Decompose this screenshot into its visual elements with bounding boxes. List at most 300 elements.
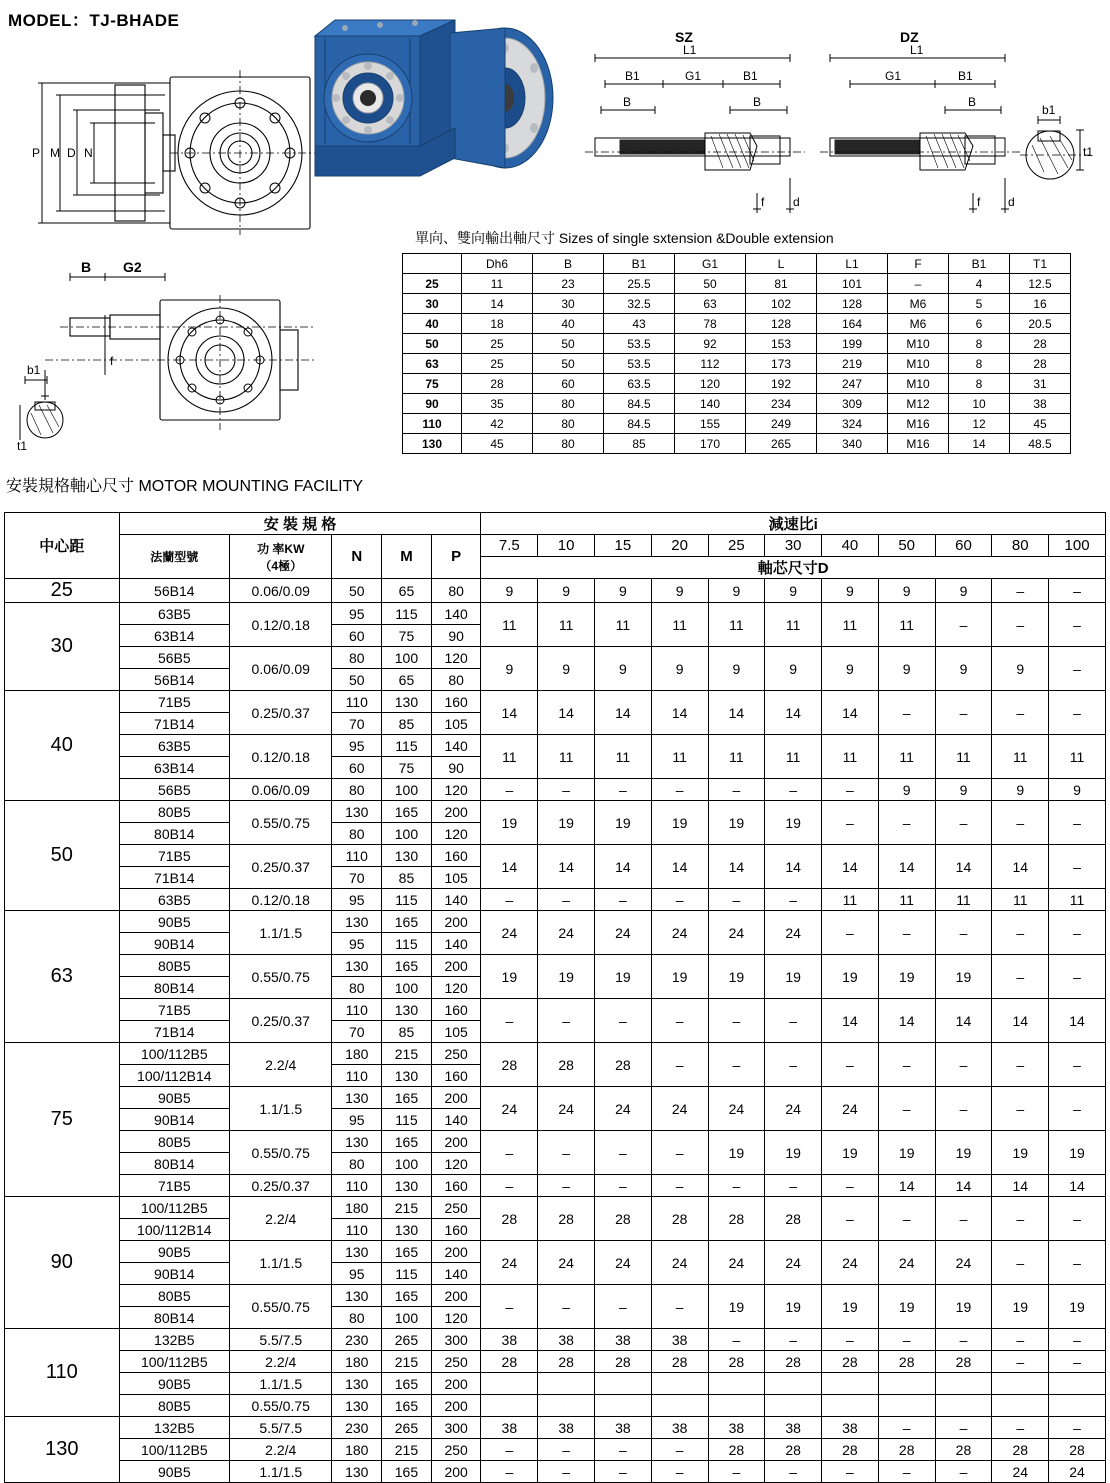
shaft-d-value: – [935, 911, 992, 955]
power-rating: 0.55/0.75 [230, 801, 332, 845]
dim-p: 120 [431, 779, 481, 801]
shaft-d-value: – [594, 999, 651, 1043]
shaft-d-value: 19 [651, 801, 708, 845]
column-header: G1 [675, 254, 746, 274]
table-row [5, 1285, 1106, 1307]
shaft-d-value: 38 [538, 1329, 595, 1351]
shaft-d-value: 28 [992, 1439, 1049, 1461]
shaft-d-value [992, 1373, 1049, 1395]
dim-p: 200 [431, 1395, 481, 1417]
flange-model: 63B14 [119, 757, 230, 779]
shaft-d-value: 28 [765, 1197, 822, 1241]
shaft-d-value: – [765, 1043, 822, 1087]
key-detail-drawing [1020, 100, 1105, 210]
shaft-d-value: – [594, 1131, 651, 1175]
dim-p: 105 [431, 1021, 481, 1043]
dim-L1: L1 [910, 43, 924, 57]
dim-b1: b1 [27, 363, 41, 377]
dim-m: 115 [382, 1263, 432, 1285]
dim-n: 80 [332, 1153, 382, 1175]
shaft-d-value: – [538, 889, 595, 911]
table-row [5, 1351, 1106, 1373]
shaft-d-value: 24 [878, 1241, 935, 1285]
row-label: 25 [403, 274, 462, 294]
dim-n: 50 [332, 669, 382, 691]
shaft-d-value: 19 [765, 801, 822, 845]
dim-B: B [968, 95, 977, 109]
shaft-d-value: – [538, 1175, 595, 1197]
dim-p: 250 [431, 1439, 481, 1461]
power-rating: 0.06/0.09 [230, 779, 332, 801]
shaft-d-value [765, 1395, 822, 1417]
dim-m: 85 [382, 867, 432, 889]
shaft-d-value: – [878, 1417, 935, 1439]
dim-m: 265 [382, 1417, 432, 1439]
table-cell: 28 [1010, 334, 1071, 354]
power-rating: 1.1/1.5 [230, 911, 332, 955]
table-cell: 16 [1010, 294, 1071, 314]
shaft-d-value: 11 [1049, 735, 1106, 779]
row-label: 40 [403, 314, 462, 334]
shaft-d-value: 19 [992, 1131, 1049, 1175]
shaft-d-value: 9 [481, 579, 538, 603]
shaft-d-value: 28 [708, 1439, 765, 1461]
shaft-d-value: – [708, 1329, 765, 1351]
shaft-d-value: – [594, 1439, 651, 1461]
shaft-d-value: 28 [651, 1351, 708, 1373]
dim-m: 215 [382, 1197, 432, 1219]
power-rating: 0.06/0.09 [230, 579, 332, 603]
shaft-d-value: 9 [822, 647, 879, 691]
shaft-d-value: 9 [594, 647, 651, 691]
table-cell: 85 [604, 434, 675, 454]
shaft-d-value: – [765, 999, 822, 1043]
shaft-d-value: 24 [765, 1241, 822, 1285]
dim-m: 100 [382, 977, 432, 999]
shaft-d-value: – [822, 1197, 879, 1241]
table-cell: 102 [746, 294, 817, 314]
shaft-d-value: – [538, 1439, 595, 1461]
shaft-d-value: 38 [594, 1329, 651, 1351]
shaft-d-value: 28 [935, 1439, 992, 1461]
flange-model: 80B14 [119, 977, 230, 999]
shaft-d-value: 19 [822, 1285, 879, 1329]
table-row [5, 1175, 1106, 1197]
shaft-d-value: – [878, 911, 935, 955]
shaft-d-value: – [708, 779, 765, 801]
shaft-d-value: – [765, 779, 822, 801]
shaft-d-value: 28 [878, 1351, 935, 1373]
dim-p: 250 [431, 1043, 481, 1065]
shaft-d-value: – [594, 1461, 651, 1483]
header-m: M [382, 535, 432, 579]
table-cell: 164 [817, 314, 888, 334]
dim-n: 110 [332, 691, 382, 713]
table-cell: 80 [533, 414, 604, 434]
shaft-d-value [651, 1373, 708, 1395]
table-row [5, 955, 1106, 977]
shaft-d-value: – [992, 1417, 1049, 1439]
shaft-d-value: – [651, 1131, 708, 1175]
dim-m: 130 [382, 691, 432, 713]
shaft-d-value: 9 [935, 647, 992, 691]
shaft-d-value: 9 [878, 579, 935, 603]
shaft-d-value: 14 [594, 691, 651, 735]
shaft-d-value: 14 [935, 1175, 992, 1197]
header-ratio-value: 25 [708, 535, 765, 557]
shaft-d-value: 24 [708, 1241, 765, 1285]
shaft-d-value: 19 [651, 955, 708, 999]
table-row [403, 394, 1071, 414]
shaft-d-value: – [651, 1461, 708, 1483]
dim-n: 70 [332, 1021, 382, 1043]
dim-p: 120 [431, 1153, 481, 1175]
table-cell: 63 [675, 294, 746, 314]
flange-model: 100/112B5 [119, 1351, 230, 1373]
shaft-d-value: 9 [538, 647, 595, 691]
dim-f: f [110, 354, 114, 368]
dim-n: 130 [332, 801, 382, 823]
table-cell: 20.5 [1010, 314, 1071, 334]
header-n: N [332, 535, 382, 579]
motor-mounting-table [4, 512, 1106, 1483]
shaft-d-value: 9 [878, 647, 935, 691]
dim-n: 60 [332, 757, 382, 779]
center-distance-value: 75 [5, 1043, 120, 1197]
table-cell: 80 [533, 434, 604, 454]
flange-model: 63B5 [119, 603, 230, 625]
shaft-d-value: – [992, 955, 1049, 999]
dim-p: 250 [431, 1351, 481, 1373]
table-cell: 53.5 [604, 354, 675, 374]
dim-p: 160 [431, 691, 481, 713]
shaft-d-value: – [708, 1043, 765, 1087]
shaft-d-value: – [1049, 1351, 1106, 1373]
power-rating: 0.25/0.37 [230, 691, 332, 735]
shaft-d-value: 11 [651, 603, 708, 647]
center-distance-value: 63 [5, 911, 120, 1043]
shaft-d-value: 19 [935, 1285, 992, 1329]
dim-G1: G1 [885, 69, 902, 83]
shaft-d-value: 9 [992, 647, 1049, 691]
dim-n: 130 [332, 1395, 382, 1417]
flange-model: 80B14 [119, 1153, 230, 1175]
dim-m: 215 [382, 1439, 432, 1461]
dim-B: B [81, 259, 92, 275]
table-cell: 50 [533, 334, 604, 354]
shaft-d-value: 19 [708, 1285, 765, 1329]
table-row [403, 434, 1071, 454]
table-cell: 340 [817, 434, 888, 454]
shaft-d-value [878, 1395, 935, 1417]
table-cell: 309 [817, 394, 888, 414]
power-rating: 5.5/7.5 [230, 1417, 332, 1439]
shaft-d-value: 11 [481, 735, 538, 779]
dim-m: 165 [382, 1285, 432, 1307]
table-cell: 155 [675, 414, 746, 434]
flange-model: 132B5 [119, 1329, 230, 1351]
table-cell: 50 [533, 354, 604, 374]
shaft-d-value: – [481, 1461, 538, 1483]
dim-N: N [84, 146, 93, 160]
table-cell: 120 [675, 374, 746, 394]
power-rating: 0.12/0.18 [230, 889, 332, 911]
shaft-d-value: – [878, 1461, 935, 1483]
table-cell: 192 [746, 374, 817, 394]
dim-n: 95 [332, 889, 382, 911]
power-rating: 2.2/4 [230, 1197, 332, 1241]
dim-n: 80 [332, 779, 382, 801]
mounting-table-caption: 安裝規格軸心尺寸 MOTOR MOUNTING FACILITY [6, 478, 364, 495]
dim-p: 160 [431, 845, 481, 867]
table-row [5, 1395, 1106, 1417]
dim-m: 130 [382, 1065, 432, 1087]
dim-f: f [977, 195, 981, 209]
shaft-d-value: – [765, 1329, 822, 1351]
dim-p: 120 [431, 823, 481, 845]
dim-b1: b1 [1042, 103, 1056, 117]
dim-m: 215 [382, 1351, 432, 1373]
dim-t1: t1 [1083, 145, 1094, 159]
dz-label: DZ [900, 29, 919, 45]
table-cell: 14 [462, 294, 533, 314]
shaft-d-value [594, 1373, 651, 1395]
dim-m: 130 [382, 999, 432, 1021]
shaft-d-value: – [935, 603, 992, 647]
shaft-d-value: 24 [935, 1241, 992, 1285]
shaft-d-value: 14 [765, 691, 822, 735]
shaft-d-value: 14 [935, 845, 992, 889]
shaft-d-value: – [708, 1461, 765, 1483]
row-label: 75 [403, 374, 462, 394]
table-row [403, 294, 1071, 314]
dim-m: 165 [382, 1087, 432, 1109]
sz-label: SZ [675, 29, 693, 45]
table-cell: 140 [675, 394, 746, 414]
dim-m: 115 [382, 889, 432, 911]
dim-p: 80 [431, 669, 481, 691]
table-cell: 112 [675, 354, 746, 374]
shaft-d-value: 9 [708, 647, 765, 691]
shaft-d-value: 28 [822, 1439, 879, 1461]
table-cell: 31 [1010, 374, 1071, 394]
shaft-d-value: 38 [594, 1417, 651, 1439]
shaft-d-value: 14 [992, 999, 1049, 1043]
dim-d: d [1008, 195, 1015, 209]
shaft-d-value: 11 [594, 735, 651, 779]
dim-n: 110 [332, 999, 382, 1021]
shaft-d-value: – [481, 1131, 538, 1175]
shaft-d-value: 14 [708, 845, 765, 889]
flange-model: 71B14 [119, 867, 230, 889]
shaft-d-value: – [1049, 845, 1106, 889]
shaft-d-value: – [878, 801, 935, 845]
dim-M: M [50, 146, 60, 160]
dim-m: 165 [382, 1373, 432, 1395]
dim-m: 100 [382, 823, 432, 845]
column-header [403, 254, 462, 274]
dim-n: 95 [332, 933, 382, 955]
dim-p: 200 [431, 955, 481, 977]
table-cell: 11 [462, 274, 533, 294]
shaft-d-value: – [1049, 1417, 1106, 1439]
shaft-d-value: 19 [992, 1285, 1049, 1329]
shaft-d-value: – [651, 1175, 708, 1197]
shaft-d-value: – [651, 779, 708, 801]
dim-n: 130 [332, 1373, 382, 1395]
shaft-d-value [481, 1373, 538, 1395]
power-rating: 1.1/1.5 [230, 1087, 332, 1131]
row-label: 50 [403, 334, 462, 354]
table-row [403, 314, 1071, 334]
shaft-d-value: 24 [594, 911, 651, 955]
dim-t1: t1 [17, 439, 28, 453]
dim-n: 95 [332, 735, 382, 757]
flange-model: 132B5 [119, 1417, 230, 1439]
page-title: MODEL：TJ-BHADE [8, 11, 180, 30]
dim-m: 115 [382, 735, 432, 757]
shaft-d-value: 14 [651, 691, 708, 735]
dim-p: 140 [431, 603, 481, 625]
shaft-d-value: 14 [538, 691, 595, 735]
shaft-d-value: 28 [594, 1043, 651, 1087]
header-power [230, 535, 332, 579]
table-cell: 53.5 [604, 334, 675, 354]
flange-model: 71B14 [119, 1021, 230, 1043]
shaft-d-value: 11 [594, 603, 651, 647]
dim-n: 60 [332, 625, 382, 647]
flange-model: 90B5 [119, 911, 230, 933]
shaft-d-value: 28 [935, 1351, 992, 1373]
flange-model: 71B14 [119, 713, 230, 735]
table-cell: 30 [533, 294, 604, 314]
dim-p: 120 [431, 647, 481, 669]
shaft-d-value [822, 1373, 879, 1395]
column-header: L1 [817, 254, 888, 274]
shaft-d-value: 14 [935, 999, 992, 1043]
power-rating: 0.55/0.75 [230, 1285, 332, 1329]
table-cell: 42 [462, 414, 533, 434]
dim-n: 70 [332, 713, 382, 735]
dim-n: 110 [332, 845, 382, 867]
table-row [5, 1241, 1106, 1263]
table-row [403, 414, 1071, 434]
flange-model: 90B5 [119, 1373, 230, 1395]
shaft-d-value: 11 [878, 603, 935, 647]
shaft-d-value: 24 [708, 911, 765, 955]
flange-model: 90B14 [119, 933, 230, 955]
shaft-d-value: 14 [822, 845, 879, 889]
dim-m: 85 [382, 713, 432, 735]
shaft-d-value: 11 [935, 889, 992, 911]
shaft-d-value [1049, 1373, 1106, 1395]
shaft-d-value: 19 [765, 955, 822, 999]
shaft-d-value: 9 [481, 647, 538, 691]
shaft-d-value: 19 [765, 1285, 822, 1329]
shaft-d-value [822, 1395, 879, 1417]
row-label: 90 [403, 394, 462, 414]
row-label: 130 [403, 434, 462, 454]
dim-p: 140 [431, 1109, 481, 1131]
shaft-d-value: 11 [651, 735, 708, 779]
dim-m: 265 [382, 1329, 432, 1351]
shaft-d-value: 19 [708, 955, 765, 999]
header-ratio-value: 60 [935, 535, 992, 557]
table-cell: 128 [746, 314, 817, 334]
dim-p: 200 [431, 1131, 481, 1153]
shaft-d-value: – [1049, 603, 1106, 647]
shaft-d-value: 19 [481, 801, 538, 845]
shaft-d-value: 9 [594, 579, 651, 603]
shaft-d-value: – [992, 1351, 1049, 1373]
row-label: 63 [403, 354, 462, 374]
table-cell: 234 [746, 394, 817, 414]
shaft-d-value: – [822, 1043, 879, 1087]
table-row [403, 354, 1071, 374]
table-row [5, 603, 1106, 625]
shaft-d-value: – [992, 1043, 1049, 1087]
dim-p: 200 [431, 1241, 481, 1263]
power-rating: 1.1/1.5 [230, 1241, 332, 1285]
shaft-d-value: – [935, 691, 992, 735]
shaft-d-value: – [822, 801, 879, 845]
table-cell: 35 [462, 394, 533, 414]
row-label: 110 [403, 414, 462, 434]
table-cell: M16 [888, 434, 949, 454]
header-ratio-value: 20 [651, 535, 708, 557]
dim-n: 130 [332, 1241, 382, 1263]
shaft-d-value: – [594, 1285, 651, 1329]
shaft-d-value: – [765, 1461, 822, 1483]
shaft-d-value [992, 1395, 1049, 1417]
table-cell: 28 [1010, 354, 1071, 374]
table-row [5, 1417, 1106, 1439]
table-cell: 81 [746, 274, 817, 294]
table-row [5, 647, 1106, 669]
flange-model: 100/112B14 [119, 1219, 230, 1241]
header-ratio-value: 40 [822, 535, 879, 557]
table-cell: M16 [888, 414, 949, 434]
dim-n: 80 [332, 823, 382, 845]
shaft-d-value: 11 [878, 735, 935, 779]
shaft-d-value: 24 [538, 1087, 595, 1131]
shaft-d-value: 28 [765, 1351, 822, 1373]
shaft-d-value: 14 [594, 845, 651, 889]
table-cell: M6 [888, 294, 949, 314]
dim-L1: L1 [683, 43, 697, 57]
shaft-d-value: – [594, 1175, 651, 1197]
shaft-d-value: 14 [481, 845, 538, 889]
shaft-d-value: 9 [1049, 779, 1106, 801]
dim-B-left: B [623, 95, 632, 109]
shaft-d-value: – [878, 1197, 935, 1241]
shaft-d-value: 24 [708, 1087, 765, 1131]
shaft-d-value: 19 [935, 1131, 992, 1175]
dim-p: 120 [431, 1307, 481, 1329]
table-cell: 40 [533, 314, 604, 334]
flange-model: 63B5 [119, 889, 230, 911]
shaft-d-value: – [708, 889, 765, 911]
flange-model: 90B14 [119, 1263, 230, 1285]
table-cell: 249 [746, 414, 817, 434]
dim-m: 115 [382, 1109, 432, 1131]
sz-shaft-drawing [575, 28, 820, 223]
shaft-d-value: 19 [878, 1285, 935, 1329]
header-ratio-value: 100 [1049, 535, 1106, 557]
power-rating: 1.1/1.5 [230, 1461, 332, 1483]
table-row [5, 1131, 1106, 1153]
shaft-d-value: 9 [935, 579, 992, 603]
